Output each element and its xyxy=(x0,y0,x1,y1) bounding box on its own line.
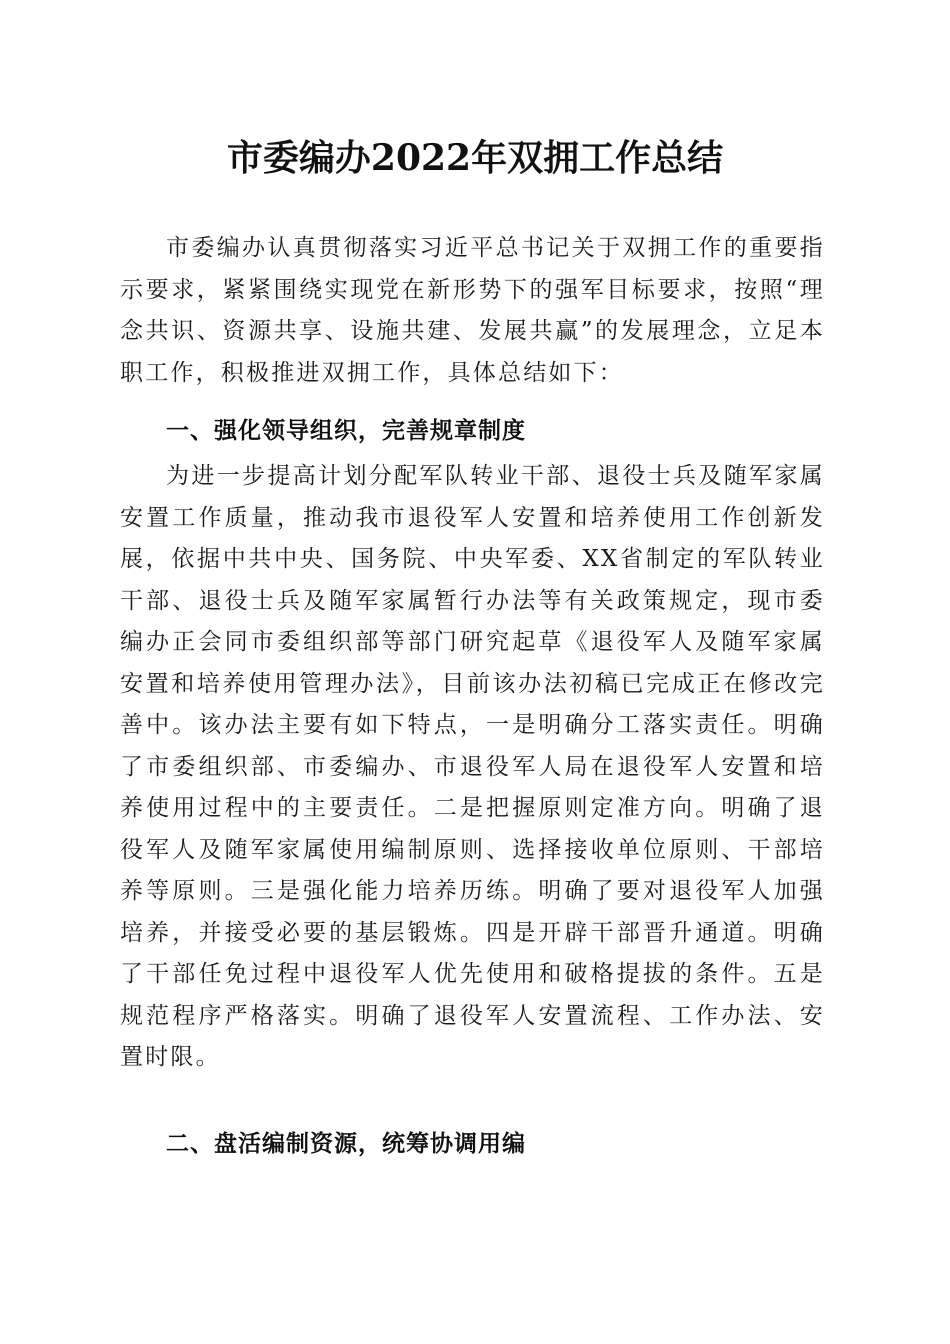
section-2-heading: 二、盘活编制资源，统筹协调用编 xyxy=(166,1131,526,1157)
document-title: 市委编办2022年双拥工作总结 xyxy=(226,137,724,179)
section-1-paragraph: 为进一步提高计划分配军队转业干部、退役士兵及随军家属安置工作质量，推动我市退役军人安置和培养使用工作创新发展，依据中共中央、国务院、中央军委、XX省制定的军队转业干部、退役士兵及随军家属暂行办法等有关政策规定，现市委编办正会同市委组织部等部门研究起草《退役军人及随军家属安置和培养使用管理办法》，目前该办法初稿已完成正在修改完善中。该办法主要有如下特点，一是明确分工落实责任。明确了市委组织部、市委编办、市退役军人局在退役军人安置和培养使用过程中的主要责任。二是把握原则定准方向。明确了退役军人及随军家属使用编制原则、选择接收单位原则、干部培养等原则。三是强化能力培养历练。明确了要对退役军人加强培养，并接受必要的基层锻炼。四是开辟干部晋升通道。明确了干部任免过程中退役军人优先使用和破格提拔的条件。五是规范程序严格落实。明确了退役军人安置流程、工作办法、安置时限。 xyxy=(120,463,825,1070)
intro-paragraph: 市委编办认真贯彻落实习近平总书记关于双拥工作的重要指示要求，紧紧围绕实现党在新形势下的强军目标要求，按照“理念共识、资源共享、设施共建、发展共赢”的发展理念，立足本职工作，积极推进双拥工作，具体总结如下： xyxy=(120,235,825,386)
section-1-heading: 一、强化领导组织，完善规章制度 xyxy=(166,418,526,444)
